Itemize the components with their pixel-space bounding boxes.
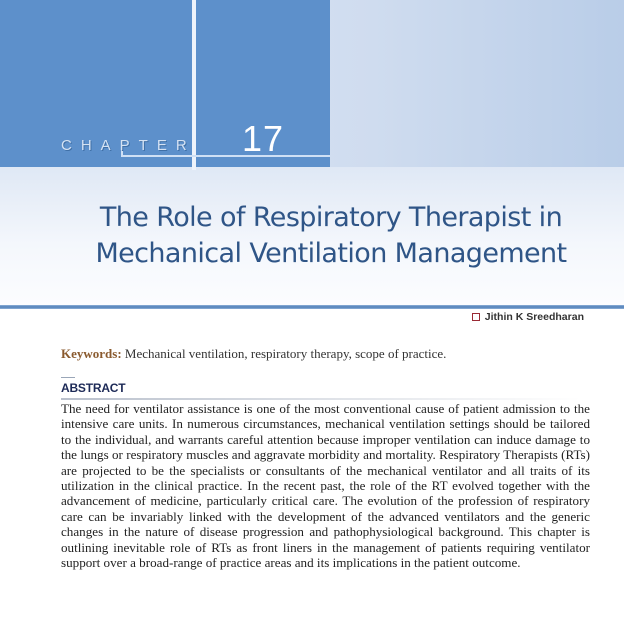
page-title: [0, 200, 624, 272]
chapter-number: 17: [242, 118, 285, 159]
title-separator: [0, 305, 624, 309]
title-line-1: The Role of Respiratory Therapist in: [99, 202, 563, 233]
title-line-2: Mechanical Ventilation Management: [95, 238, 567, 269]
chapter-bracket-line: [121, 155, 330, 157]
keywords: [61, 346, 581, 362]
abstract-topline: [61, 377, 75, 378]
author-marker-icon: [472, 313, 480, 321]
abstract-body: The need for ventilator assistance is one of the most conventional cause of patient admission to the intensive care units. In numerous circumstances, mechanical ventilation settings should be tailored to the individual, and warrants careful attention because improper ventilation can induce damage to the lungs or respiratory muscles and aggravate morbidity and mortality. Respiratory Therapists (RTs) are projected to be the specialists or consultants of the mechanical ventilator and all traits of its utilization in the clinical practice. In the recent past, the role of the RT evolved together with the advancement of medicine, particularly critical care. The evolution of the profession of respiratory care can be invariably linked with the development of the advanced ventilators and the generic changes in the nature of disease progression and pathophysiological background. This chapter is outlining inevitable role of RTs as front liners in the management of patients requiring ventilator support over a broad-range of practice areas and its implications in the patient outcome.: [61, 401, 590, 571]
chapter-label: CHAPTER: [61, 137, 196, 154]
author-name: Jithin K Sreedharan: [484, 311, 584, 323]
abstract-heading: ABSTRACT: [61, 381, 126, 395]
keywords-text: Mechanical ventilation, respiratory therapy, scope of practice.: [124, 346, 447, 361]
abstract-underline: [61, 398, 581, 400]
author: [472, 311, 584, 323]
keywords-label: Keywords:: [61, 346, 122, 361]
